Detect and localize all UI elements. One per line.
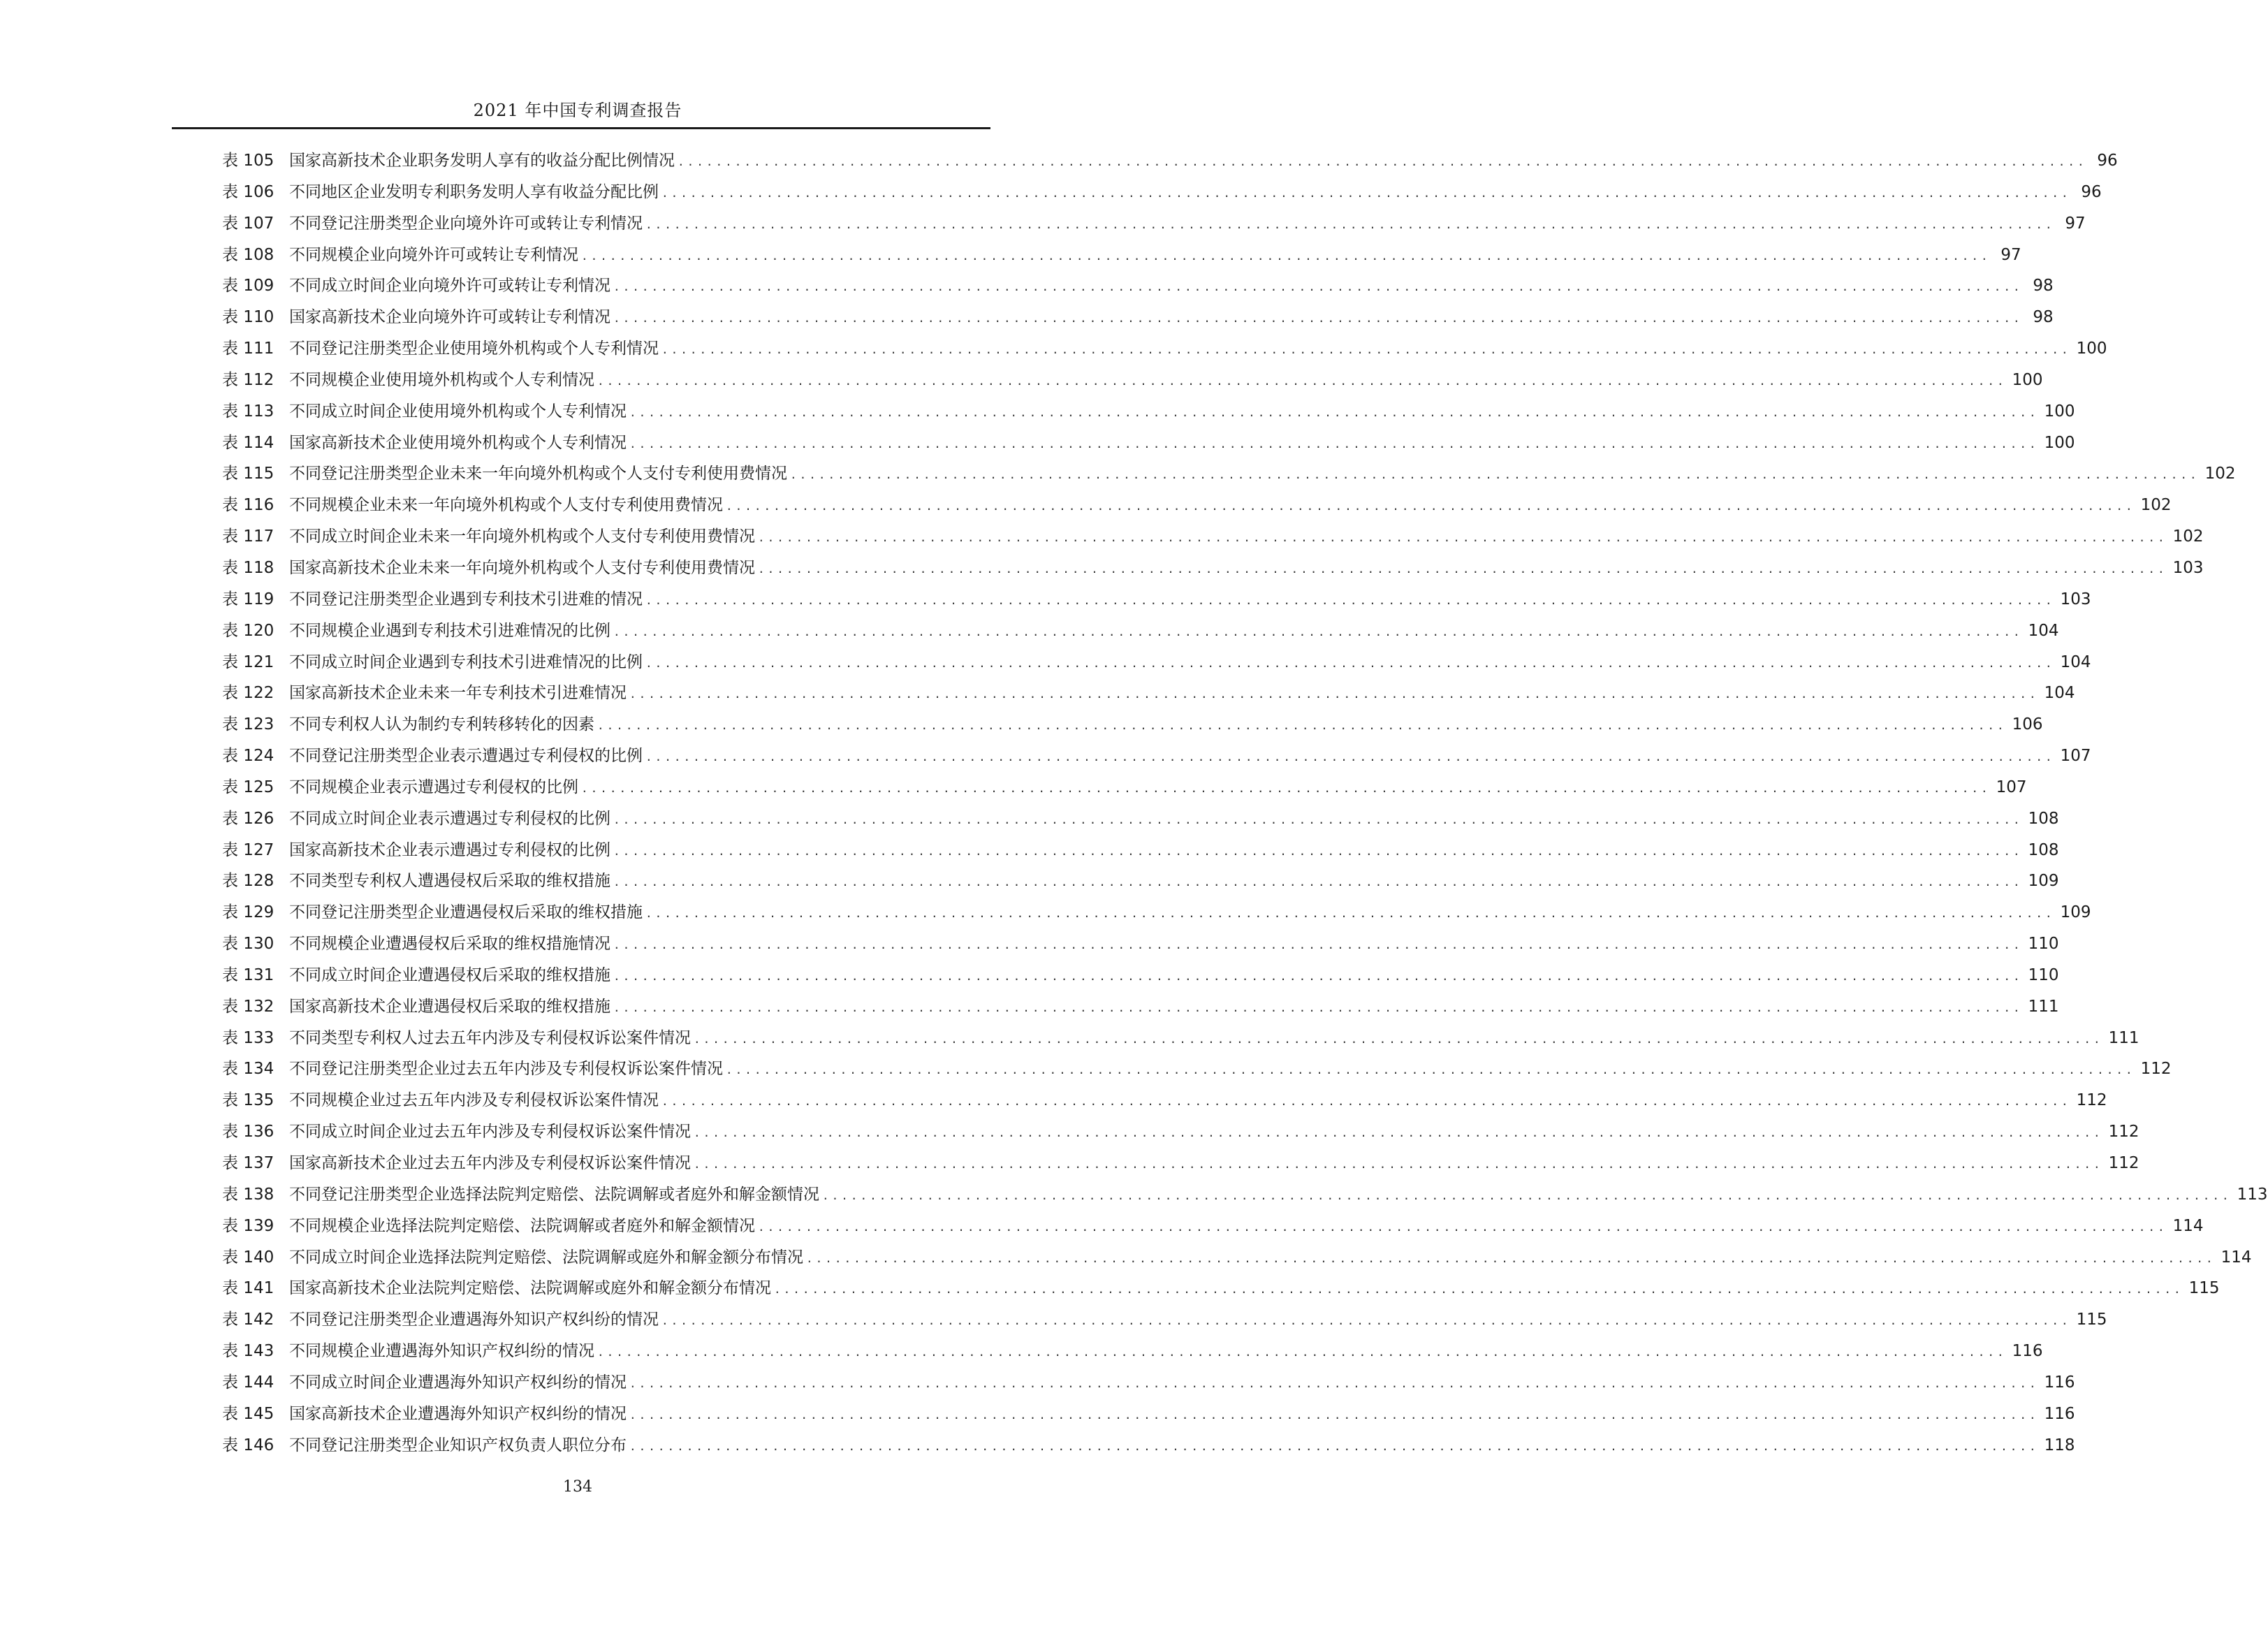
toc-dot-leader (774, 1274, 2183, 1306)
toc-dot-leader (629, 1400, 2039, 1431)
toc-entry-label: 表 115 (222, 465, 275, 483)
toc-entry-title: 不同规模企业遇到专利技术引进难情况的比例 (289, 621, 610, 640)
toc-entry-title: 国家高新技术企业过去五年内涉及专利侵权诉讼案件情况 (289, 1154, 691, 1172)
toc-entry-label: 表 114 (222, 433, 275, 452)
toc-entry[interactable] (222, 1148, 2139, 1179)
toc-dot-leader (613, 617, 2023, 648)
toc-entry[interactable] (222, 772, 2027, 803)
toc-dot-leader (629, 1369, 2039, 1400)
toc-entry[interactable] (222, 177, 2102, 208)
toc-entry-title: 不同规模企业遭遇侵权后采取的维权措施情况 (289, 935, 610, 954)
toc-entry-page: 116 (2044, 1373, 2075, 1392)
toc-entry[interactable] (222, 1211, 2204, 1242)
toc-entry[interactable] (222, 960, 2059, 991)
toc-entry-title: 不同规模企业遭遇海外知识产权纠纷的情况 (289, 1342, 594, 1361)
toc-dot-leader (758, 523, 2167, 554)
toc-entry-label: 表 116 (222, 496, 275, 515)
toc-dot-leader (629, 679, 2039, 710)
toc-entry-label: 表 131 (222, 965, 275, 984)
toc-dot-leader (597, 1337, 2007, 1369)
toc-dot-leader (645, 742, 2055, 773)
table-of-contents-list (222, 145, 2268, 1461)
toc-entry-page: 115 (2076, 1311, 2107, 1329)
toc-entry-page: 98 (2033, 308, 2054, 327)
toc-entry-page: 98 (2033, 277, 2054, 296)
toc-entry-title: 不同成立时间企业选择法院判定赔偿、法院调解或庭外和解金额分布情况 (289, 1248, 803, 1267)
toc-entry-label: 表 137 (222, 1154, 275, 1172)
toc-entry[interactable] (222, 270, 2054, 302)
toc-entry-label: 表 135 (222, 1091, 275, 1110)
toc-entry[interactable] (222, 1273, 2220, 1304)
toc-entry-page: 112 (2108, 1123, 2139, 1141)
toc-entry-label: 表 117 (222, 527, 275, 546)
toc-entry-page: 97 (2000, 245, 2021, 264)
toc-entry[interactable] (222, 1179, 2268, 1211)
toc-entry[interactable] (222, 1053, 2172, 1085)
toc-dot-leader (613, 836, 2023, 868)
toc-entry[interactable] (222, 866, 2059, 897)
toc-entry-title: 不同规模企业过去五年内涉及专利侵权诉讼案件情况 (289, 1091, 659, 1110)
toc-dot-leader (678, 147, 2087, 178)
toc-entry[interactable] (222, 1304, 2107, 1336)
toc-entry-page: 100 (2076, 340, 2107, 358)
toc-entry-label: 表 142 (222, 1311, 275, 1329)
toc-entry-label: 表 136 (222, 1123, 275, 1141)
toc-dot-leader (613, 867, 2023, 898)
toc-entry-label: 表 113 (222, 402, 275, 421)
toc-dot-leader (597, 710, 2007, 742)
toc-entry-title: 不同登记注册类型企业未来一年向境外机构或个人支付专利使用费情况 (289, 465, 787, 483)
toc-entry-title: 不同规模企业选择法院判定赔偿、法院调解或者庭外和解金额情况 (289, 1216, 755, 1235)
toc-entry-label: 表 129 (222, 903, 275, 922)
toc-entry[interactable] (222, 835, 2059, 866)
toc-dot-leader (629, 1431, 2039, 1463)
toc-entry-title: 不同规模企业表示遭遇过专利侵权的比例 (289, 778, 578, 796)
toc-dot-leader (629, 429, 2039, 460)
toc-entry-title: 不同类型专利权人过去五年内涉及专利侵权诉讼案件情况 (289, 1028, 691, 1047)
toc-dot-leader (613, 993, 2023, 1024)
toc-entry[interactable] (222, 803, 2059, 835)
toc-entry-title: 不同地区企业发明专利职务发明人享有收益分配比例 (289, 182, 659, 201)
toc-entry-title: 国家高新技术企业遭遇侵权后采取的维权措施 (289, 997, 610, 1016)
toc-entry[interactable] (222, 396, 2075, 428)
toc-dot-leader (613, 961, 2023, 993)
toc-entry-label: 表 144 (222, 1373, 275, 1392)
toc-entry-label: 表 125 (222, 778, 275, 796)
toc-entry-label: 表 143 (222, 1342, 275, 1361)
toc-entry-label: 表 132 (222, 997, 275, 1016)
toc-entry-label: 表 123 (222, 715, 275, 734)
toc-entry-page: 96 (2097, 152, 2118, 170)
toc-entry[interactable] (222, 1430, 2075, 1461)
toc-entry-page: 103 (2172, 558, 2204, 577)
toc-entry[interactable] (222, 991, 2059, 1023)
toc-entry[interactable] (222, 145, 2118, 177)
toc-entry-label: 表 105 (222, 152, 275, 170)
toc-entry[interactable] (222, 208, 2086, 240)
toc-entry-title: 不同规模企业向境外许可或转让专利情况 (289, 245, 578, 264)
toc-entry[interactable] (222, 240, 2021, 271)
toc-entry-page: 104 (2028, 621, 2059, 640)
toc-entry-page: 108 (2028, 809, 2059, 828)
toc-entry-title: 不同登记注册类型企业过去五年内涉及专利侵权诉讼案件情况 (289, 1060, 723, 1079)
toc-entry[interactable] (222, 615, 2059, 647)
toc-entry[interactable] (222, 521, 2204, 553)
toc-entry-label: 表 133 (222, 1028, 275, 1047)
toc-entry-page: 107 (1996, 778, 2027, 796)
toc-entry-title: 不同登记注册类型企业遇到专利技术引进难的情况 (289, 590, 643, 608)
toc-entry-label: 表 107 (222, 214, 275, 233)
toc-entry[interactable] (222, 741, 2091, 772)
toc-entry-title: 国家高新技术企业表示遭遇过专利侵权的比例 (289, 840, 610, 859)
toc-dot-leader (613, 930, 2023, 961)
toc-entry-page: 96 (2081, 182, 2102, 201)
header-divider (172, 127, 990, 129)
toc-entry-page: 102 (2140, 496, 2172, 515)
toc-entry-title: 国家高新技术企业遭遇海外知识产权纠纷的情况 (289, 1404, 627, 1423)
toc-entry-title: 国家高新技术企业未来一年专利技术引进难情况 (289, 684, 627, 703)
toc-entry[interactable] (222, 1085, 2107, 1116)
toc-dot-leader (806, 1243, 2216, 1275)
toc-dot-leader (661, 335, 2071, 366)
toc-entry-title: 不同成立时间企业遇到专利技术引进难情况的比例 (289, 652, 643, 671)
toc-entry[interactable] (222, 678, 2075, 709)
toc-entry-page: 100 (2044, 433, 2075, 452)
toc-entry-page: 104 (2060, 652, 2091, 671)
toc-entry-title: 不同成立时间企业未来一年向境外机构或个人支付专利使用费情况 (289, 527, 755, 546)
toc-entry-title: 不同登记注册类型企业遭遇侵权后采取的维权措施 (289, 903, 643, 922)
toc-dot-leader (790, 460, 2200, 491)
toc-entry-label: 表 145 (222, 1404, 275, 1423)
toc-entry-label: 表 120 (222, 621, 275, 640)
toc-entry-page: 115 (2188, 1279, 2220, 1298)
toc-entry-label: 表 118 (222, 558, 275, 577)
toc-entry-label: 表 119 (222, 590, 275, 608)
toc-entry[interactable] (222, 928, 2059, 960)
toc-entry[interactable] (222, 1336, 2043, 1367)
toc-entry-title: 不同成立时间企业使用境外机构或个人专利情况 (289, 402, 627, 421)
toc-entry-page: 106 (2012, 715, 2043, 734)
toc-entry-label: 表 122 (222, 684, 275, 703)
running-header-title: 2021 年中国专利调查报告 (473, 101, 682, 120)
toc-entry-label: 表 124 (222, 747, 275, 766)
toc-entry-label: 表 106 (222, 182, 275, 201)
toc-entry-page: 100 (2012, 370, 2043, 389)
toc-entry-page: 110 (2028, 935, 2059, 954)
toc-entry-page: 118 (2044, 1436, 2075, 1454)
toc-entry-label: 表 139 (222, 1216, 275, 1235)
toc-entry-title: 国家高新技术企业法院判定赔偿、法院调解或庭外和解金额分布情况 (289, 1279, 771, 1298)
toc-dot-leader (581, 773, 1991, 805)
toc-dot-leader (629, 397, 2039, 429)
toc-entry-title: 不同成立时间企业向境外许可或转让专利情况 (289, 277, 610, 296)
toc-entry-title: 国家高新技术企业向境外许可或转让专利情况 (289, 308, 610, 327)
toc-entry-title: 不同登记注册类型企业知识产权负责人职位分布 (289, 1436, 627, 1454)
toc-entry[interactable] (222, 302, 2054, 333)
toc-entry-label: 表 140 (222, 1248, 275, 1267)
toc-entry-page: 116 (2012, 1342, 2043, 1361)
toc-entry-page: 112 (2140, 1060, 2172, 1079)
toc-entry-label: 表 109 (222, 277, 275, 296)
toc-entry-title: 不同专利权人认为制约专利转移转化的因素 (289, 715, 594, 734)
toc-dot-leader (694, 1149, 2103, 1181)
toc-entry-page: 102 (2172, 527, 2204, 546)
toc-entry-page: 113 (2237, 1185, 2268, 1204)
toc-entry[interactable] (222, 428, 2075, 459)
toc-entry-title: 不同登记注册类型企业遭遇海外知识产权纠纷的情况 (289, 1311, 659, 1329)
toc-entry[interactable] (222, 365, 2043, 396)
toc-entry-page: 97 (2065, 214, 2086, 233)
toc-entry-title: 国家高新技术企业使用境外机构或个人专利情况 (289, 433, 627, 452)
toc-entry[interactable] (222, 1399, 2075, 1430)
toc-entry-label: 表 108 (222, 245, 275, 264)
toc-entry[interactable] (222, 897, 2091, 928)
toc-entry-page: 112 (2076, 1091, 2107, 1110)
toc-entry-label: 表 127 (222, 840, 275, 859)
toc-entry[interactable] (222, 709, 2043, 741)
toc-dot-leader (694, 1024, 2103, 1056)
toc-entry-title: 不同规模企业未来一年向境外机构或个人支付专利使用费情况 (289, 496, 723, 515)
toc-entry-label: 表 138 (222, 1185, 275, 1204)
toc-entry-title: 国家高新技术企业职务发明人享有的收益分配比例情况 (289, 152, 675, 170)
toc-entry-page: 108 (2028, 840, 2059, 859)
toc-entry-label: 表 146 (222, 1436, 275, 1454)
toc-entry-label: 表 111 (222, 340, 275, 358)
toc-entry[interactable] (222, 1116, 2139, 1148)
toc-entry[interactable] (222, 1242, 2252, 1274)
toc-dot-leader (661, 1306, 2071, 1337)
toc-entry[interactable] (222, 1023, 2139, 1054)
toc-entry-title: 不同成立时间企业表示遭遇过专利侵权的比例 (289, 809, 610, 828)
toc-entry-label: 表 121 (222, 652, 275, 671)
toc-entry[interactable] (222, 458, 2236, 490)
toc-entry-title: 不同登记注册类型企业使用境外机构或个人专利情况 (289, 340, 659, 358)
toc-entry-page: 114 (2172, 1216, 2204, 1235)
toc-dot-leader (645, 585, 2055, 617)
toc-dot-leader (645, 648, 2055, 680)
toc-entry-page: 111 (2028, 997, 2059, 1016)
toc-dot-leader (726, 491, 2135, 523)
toc-entry-title: 不同规模企业使用境外机构或个人专利情况 (289, 370, 594, 389)
toc-entry-title: 不同成立时间企业遭遇侵权后采取的维权措施 (289, 965, 610, 984)
toc-dot-leader (597, 366, 2007, 397)
toc-entry-label: 表 141 (222, 1279, 275, 1298)
toc-entry-page: 112 (2108, 1154, 2139, 1172)
toc-entry[interactable] (222, 490, 2172, 521)
toc-entry-label: 表 128 (222, 872, 275, 891)
toc-entry-page: 109 (2028, 872, 2059, 891)
toc-dot-leader (726, 1055, 2135, 1086)
toc-entry-page: 107 (2060, 747, 2091, 766)
toc-entry-page: 104 (2044, 684, 2075, 703)
toc-dot-leader (613, 303, 2023, 335)
page-number: 134 (563, 1478, 592, 1496)
toc-entry-title: 不同类型专利权人遭遇侵权后采取的维权措施 (289, 872, 610, 891)
toc-dot-leader (613, 272, 2023, 303)
toc-entry-title: 不同成立时间企业过去五年内涉及专利侵权诉讼案件情况 (289, 1123, 691, 1141)
toc-entry-page: 102 (2204, 465, 2236, 483)
toc-entry[interactable] (222, 333, 2107, 365)
toc-entry-title: 不同登记注册类型企业向境外许可或转让专利情况 (289, 214, 643, 233)
toc-dot-leader (822, 1181, 2232, 1212)
toc-entry-label: 表 112 (222, 370, 275, 389)
toc-entry-page: 100 (2044, 402, 2075, 421)
toc-entry[interactable] (222, 584, 2091, 615)
toc-entry-title: 不同成立时间企业遭遇海外知识产权纠纷的情况 (289, 1373, 627, 1392)
toc-dot-leader (661, 178, 2071, 210)
toc-entry-page: 114 (2221, 1248, 2252, 1267)
toc-dot-leader (758, 1212, 2167, 1243)
toc-entry-page: 110 (2028, 965, 2059, 984)
toc-entry[interactable] (222, 647, 2091, 678)
toc-entry-label: 表 126 (222, 809, 275, 828)
toc-dot-leader (758, 554, 2167, 585)
toc-dot-leader (645, 210, 2055, 241)
toc-entry-page: 103 (2060, 590, 2091, 608)
toc-entry[interactable] (222, 553, 2204, 584)
toc-entry-title: 不同登记注册类型企业选择法院判定赔偿、法院调解或者庭外和解金额情况 (289, 1185, 819, 1204)
toc-entry-title: 国家高新技术企业未来一年向境外机构或个人支付专利使用费情况 (289, 558, 755, 577)
toc-dot-leader (645, 898, 2055, 930)
toc-dot-leader (661, 1086, 2071, 1118)
toc-entry-label: 表 110 (222, 308, 275, 327)
toc-entry-title: 不同登记注册类型企业表示遭遇过专利侵权的比例 (289, 747, 643, 766)
toc-entry-label: 表 134 (222, 1060, 275, 1079)
toc-entry-page: 116 (2044, 1404, 2075, 1423)
toc-dot-leader (581, 241, 1991, 272)
toc-entry[interactable] (222, 1367, 2075, 1399)
toc-entry-page: 109 (2060, 903, 2091, 922)
toc-dot-leader (613, 805, 2023, 836)
toc-entry-label: 表 130 (222, 935, 275, 954)
toc-dot-leader (694, 1118, 2103, 1149)
toc-entry-page: 111 (2108, 1028, 2139, 1047)
